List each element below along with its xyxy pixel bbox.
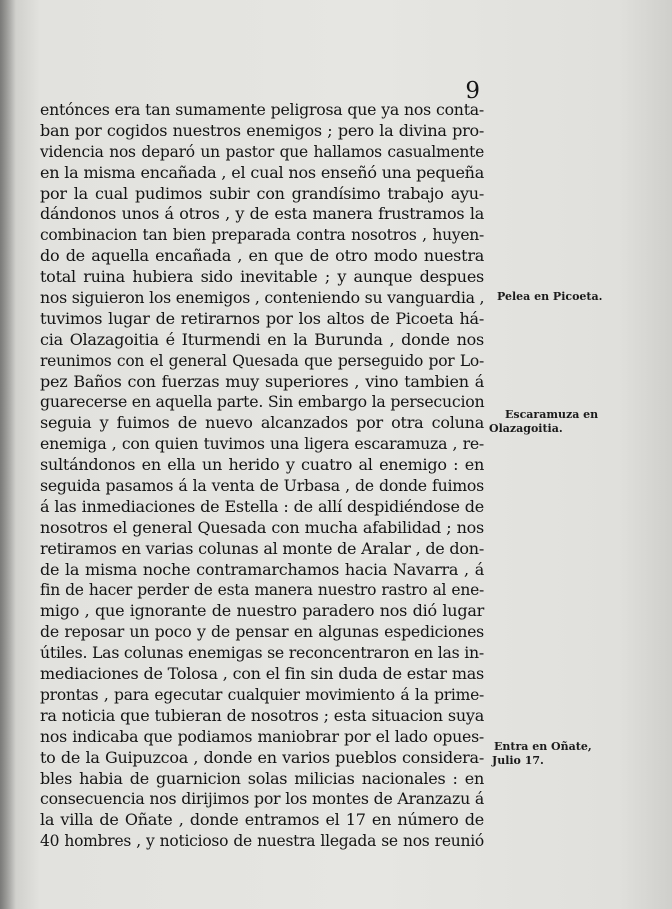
text-line: bles habia de guarnicion solas milicias nacionales : en	[40, 768, 484, 788]
text-line: dándonos unos á otros , y de esta manera frustramos la	[40, 204, 484, 224]
text-line: retiramos en varias colunas al monte de Aralar , de don-	[40, 538, 484, 558]
sidenote-line: Escaramuza en	[505, 408, 599, 421]
text-line: entónces era tan sumamente peligrosa que ya nos conta-	[40, 100, 484, 119]
text-line: do de aquella encañada , en que de otro modo nuestra	[40, 246, 484, 266]
text-line: sultándonos en ella un herido y cuatro al enemigo : en	[40, 455, 484, 475]
text-line: consecuencia nos dirijimos por los montes de Aranzazu á	[40, 789, 484, 809]
sidenote-onate	[494, 740, 644, 768]
sidenote-olazagoitia	[489, 408, 655, 436]
text-line: tuvimos lugar de retirarnos por los altos de Picoeta há-	[40, 308, 484, 328]
text-line: ban por cogidos nuestros enemigos ; pero la divina pro-	[40, 120, 484, 140]
text-line: videncia nos deparó un pastor que hallamos casualmente	[40, 142, 484, 161]
text-line: seguia y fuimos de nuevo alcanzados por otra coluna	[40, 413, 484, 433]
text-line: por la cual pudimos subir con grandísimo trabajo ayu-	[40, 183, 484, 203]
sidenote-line: Julio 17.	[492, 754, 544, 767]
text-line: útiles. Las colunas enemigas se reconcentraron en las in-	[40, 643, 484, 663]
text-line: nosotros el general Quesada con mucha afabilidad ; nos	[40, 517, 484, 537]
text-line: á las inmediaciones de Estella : de allí despidiéndose de	[40, 496, 484, 516]
text-line: de la misma noche contramarchamos hacia Navarra , á	[40, 559, 484, 579]
text-line: de reposar un poco y de pensar en algunas espediciones	[40, 622, 484, 642]
text-line: en la misma encañada , el cual nos enseñó una pequeña	[40, 162, 484, 182]
text-line: total ruina hubiera sido inevitable ; y aunque despues	[40, 267, 484, 287]
text-line: prontas , para egecutar cualquier movimiento á la prime-	[40, 685, 484, 704]
text-line: combinacion tan bien preparada contra nosotros , huyen-	[40, 226, 484, 245]
sidenote-line: Pelea en Picoeta.	[497, 290, 603, 303]
binding-shadow	[0, 0, 16, 909]
text-line: pez Baños con fuerzas muy superiores , vino tambien á	[40, 371, 484, 391]
page-number: 9	[465, 78, 480, 104]
sidenote-picoeta	[497, 290, 647, 304]
text-line: fin de hacer perder de esta manera nuestro rastro al ene-	[40, 581, 484, 600]
text-line: nos siguieron los enemigos , conteniendo su vanguardia ,	[40, 288, 485, 308]
text-line: 40 hombres , y noticioso de nuestra llegada se nos reunió	[40, 832, 484, 851]
text-line: enemiga , con quien tuvimos una ligera escaramuza , re-	[40, 434, 484, 454]
text-line: to de la Guipuzcoa , donde en varios pueblos considera-	[40, 747, 484, 767]
text-line: cia Olazagoitia é Iturmendi en la Burunda , donde nos	[40, 329, 484, 349]
text-line: guarecerse en aquella parte. Sin embargo la persecucion	[40, 392, 485, 412]
sidenote-line: Olazagoitia.	[489, 422, 563, 435]
body-text	[40, 100, 484, 852]
text-line: reunimos con el general Quesada que perseguido por Lo-	[40, 351, 484, 370]
text-line: migo , que ignorante de nuestro paradero nos dió lugar	[40, 601, 484, 621]
text-line: seguida pasamos á la venta de Urbasa , de donde fuimos	[40, 476, 484, 496]
sidenote-line: Entra en Oñate,	[494, 740, 592, 753]
text-line: ra noticia que tubieran de nosotros ; esta situacion suya	[40, 705, 484, 725]
text-line: nos indicaba que podiamos maniobrar por el lado opues-	[40, 726, 484, 746]
text-line: mediaciones de Tolosa , con el fin sin duda de estar mas	[40, 664, 484, 684]
text-line: la villa de Oñate , donde entramos el 17 en número de	[40, 810, 484, 830]
